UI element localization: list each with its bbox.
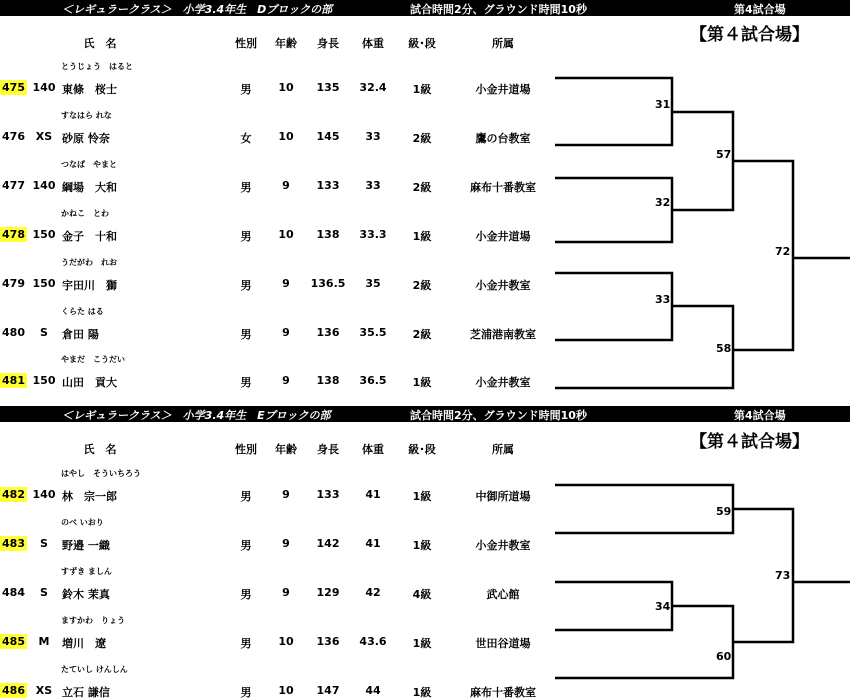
col-affiliation: 所属: [492, 443, 514, 456]
name-kana: うだがわ れお: [61, 258, 117, 267]
gender: 男: [240, 637, 252, 650]
size-class: XS: [35, 684, 53, 697]
weight: 35: [365, 277, 381, 290]
block-d-time-label: 試合時間2分、グラウンド時間10秒: [410, 3, 587, 16]
gender: 男: [240, 376, 252, 389]
gender: 男: [240, 83, 252, 96]
size-class: 140: [32, 488, 56, 501]
age: 9: [282, 537, 290, 550]
gender: 男: [240, 328, 252, 341]
grade: 1級: [412, 376, 432, 389]
col-height: 身長: [317, 443, 339, 456]
gender: 男: [240, 588, 252, 601]
player-number: 483: [0, 536, 27, 551]
affiliation: 芝浦港南教室: [470, 328, 536, 341]
affiliation: 世田谷道場: [475, 637, 531, 650]
weight: 33: [365, 179, 381, 192]
col-name: 氏 名: [83, 443, 117, 456]
player-name: 倉田 陽: [62, 328, 99, 341]
size-class: 150: [32, 277, 56, 290]
match-number: 58: [716, 342, 732, 355]
affiliation: 小金井教室: [475, 539, 531, 552]
age: 10: [278, 635, 294, 648]
affiliation: 鷹の台教室: [475, 132, 531, 145]
height: 136: [316, 635, 340, 648]
bracket-line: [555, 306, 733, 388]
player-number: 479: [2, 277, 25, 290]
player-number: 477: [2, 179, 25, 192]
block-d-venue-big: 【第４試合場】: [690, 25, 809, 45]
gender: 男: [240, 181, 252, 194]
weight: 36.5: [359, 374, 387, 387]
size-class: 150: [32, 228, 56, 241]
affiliation: 中御所道場: [475, 490, 531, 503]
weight: 35.5: [359, 326, 387, 339]
name-kana: つなば やまと: [61, 160, 117, 169]
grade: 2級: [412, 328, 432, 341]
size-class: M: [38, 635, 50, 648]
block-e-venue-small: 第4試合場: [734, 409, 786, 422]
affiliation: 麻布十番教室: [470, 686, 536, 699]
name-kana: すずき ましん: [61, 567, 112, 576]
height: 142: [316, 537, 340, 550]
weight: 33: [365, 130, 381, 143]
grade: 1級: [412, 490, 432, 503]
age: 9: [282, 374, 290, 387]
weight: 41: [365, 537, 381, 550]
size-class: 140: [32, 179, 56, 192]
player-name: 東條 桜士: [62, 83, 117, 96]
size-class: 150: [32, 374, 56, 387]
grade: 1級: [412, 637, 432, 650]
height: 138: [316, 374, 340, 387]
gender: 男: [240, 230, 252, 243]
weight: 42: [365, 586, 381, 599]
block-e-time-label: 試合時間2分、グラウンド時間10秒: [410, 409, 587, 422]
name-kana: たていし けんしん: [61, 665, 128, 674]
weight: 44: [365, 684, 381, 697]
col-weight: 体重: [362, 443, 384, 456]
affiliation: 小金井教室: [475, 279, 531, 292]
name-kana: はやし そういちろう: [61, 469, 141, 478]
affiliation: 小金井道場: [475, 230, 531, 243]
height: 145: [316, 130, 340, 143]
height: 138: [316, 228, 340, 241]
player-number: 482: [0, 487, 27, 502]
name-kana: くらた はる: [61, 307, 104, 316]
col-grade: 級･段: [408, 37, 436, 50]
col-gender: 性別: [235, 443, 257, 456]
height: 136: [316, 326, 340, 339]
player-name: 山田 貢大: [62, 376, 117, 389]
affiliation: 武心館: [486, 588, 520, 601]
gender: 男: [240, 686, 252, 699]
player-name: 立石 謙信: [62, 686, 110, 699]
bracket-line: [555, 606, 733, 678]
col-age: 年齢: [275, 443, 297, 456]
age: 9: [282, 586, 290, 599]
grade: 2級: [412, 132, 432, 145]
player-number: 475: [0, 80, 27, 95]
match-number: 59: [716, 505, 732, 518]
age: 9: [282, 488, 290, 501]
player-number: 478: [0, 227, 27, 242]
size-class: 140: [32, 81, 56, 94]
age: 10: [278, 81, 294, 94]
weight: 33.3: [359, 228, 387, 241]
player-number: 480: [2, 326, 25, 339]
name-kana: かねこ とわ: [61, 209, 109, 218]
player-name: 宇田川 獅: [62, 279, 117, 292]
block-d-venue-small: 第4試合場: [734, 3, 786, 16]
player-number: 485: [0, 634, 27, 649]
age: 10: [278, 130, 294, 143]
size-class: XS: [35, 130, 53, 143]
bracket-line: [555, 178, 672, 242]
gender: 男: [240, 279, 252, 292]
height: 136.5: [310, 277, 346, 290]
name-kana: ますかわ りょう: [61, 616, 125, 625]
match-number: 31: [655, 98, 671, 111]
match-number: 60: [716, 650, 732, 663]
affiliation: 小金井道場: [475, 83, 531, 96]
name-kana: すなはら れな: [61, 111, 112, 120]
player-number: 484: [2, 586, 25, 599]
grade: 1級: [412, 83, 432, 96]
grade: 1級: [412, 539, 432, 552]
col-age: 年齢: [275, 37, 297, 50]
grade: 4級: [412, 588, 432, 601]
name-kana: のべ いおり: [61, 518, 104, 527]
player-name: 鈴木 茉真: [62, 588, 110, 601]
match-number: 33: [655, 293, 671, 306]
bracket-lines: [555, 78, 850, 678]
height: 135: [316, 81, 340, 94]
col-height: 身長: [317, 37, 339, 50]
grade: 1級: [412, 686, 432, 699]
player-number: 481: [0, 373, 27, 388]
match-number: 72: [775, 245, 791, 258]
height: 133: [316, 179, 340, 192]
size-class: S: [40, 326, 48, 339]
affiliation: 小金井教室: [475, 376, 531, 389]
gender: 男: [240, 539, 252, 552]
grade: 1級: [412, 230, 432, 243]
match-number: 32: [655, 196, 671, 209]
bracket-line: [555, 78, 672, 145]
size-class: S: [40, 537, 48, 550]
age: 9: [282, 277, 290, 290]
player-name: 金子 十和: [62, 230, 117, 243]
block-d-class-label: ＜レギュラークラス＞ 小学3.4年生 Dブロックの部: [62, 3, 333, 16]
name-kana: とうじょう はると: [61, 62, 133, 71]
match-number: 73: [775, 569, 791, 582]
height: 133: [316, 488, 340, 501]
col-grade: 級･段: [408, 443, 436, 456]
age: 10: [278, 684, 294, 697]
grade: 2級: [412, 279, 432, 292]
size-class: S: [40, 586, 48, 599]
player-number: 486: [0, 683, 27, 698]
height: 129: [316, 586, 340, 599]
grade: 2級: [412, 181, 432, 194]
bracket-line: [555, 273, 672, 340]
gender: 男: [240, 490, 252, 503]
player-name: 林 宗一郎: [62, 490, 117, 503]
bracket-line: [672, 112, 733, 210]
player-name: 砂原 怜奈: [62, 132, 110, 145]
match-number: 57: [716, 148, 732, 161]
block-e-venue-big: 【第４試合場】: [690, 432, 809, 452]
col-name: 氏 名: [83, 37, 117, 50]
gender: 女: [240, 132, 252, 145]
age: 9: [282, 326, 290, 339]
match-labels: [655, 98, 790, 663]
col-gender: 性別: [235, 37, 257, 50]
weight: 32.4: [359, 81, 387, 94]
col-weight: 体重: [362, 37, 384, 50]
block-e-class-label: ＜レギュラークラス＞ 小学3.4年生 Eブロックの部: [62, 409, 331, 422]
affiliation: 麻布十番教室: [470, 181, 536, 194]
age: 9: [282, 179, 290, 192]
match-number: 34: [655, 600, 671, 613]
height: 147: [316, 684, 340, 697]
age: 10: [278, 228, 294, 241]
player-name: 増川 遼: [62, 637, 106, 650]
weight: 41: [365, 488, 381, 501]
player-name: 野邉 一織: [62, 539, 110, 552]
weight: 43.6: [359, 635, 387, 648]
col-affiliation: 所属: [492, 37, 514, 50]
player-name: 綱場 大和: [62, 181, 117, 194]
name-kana: やまだ こうだい: [61, 355, 125, 364]
player-number: 476: [2, 130, 25, 143]
bracket-line: [555, 485, 733, 533]
